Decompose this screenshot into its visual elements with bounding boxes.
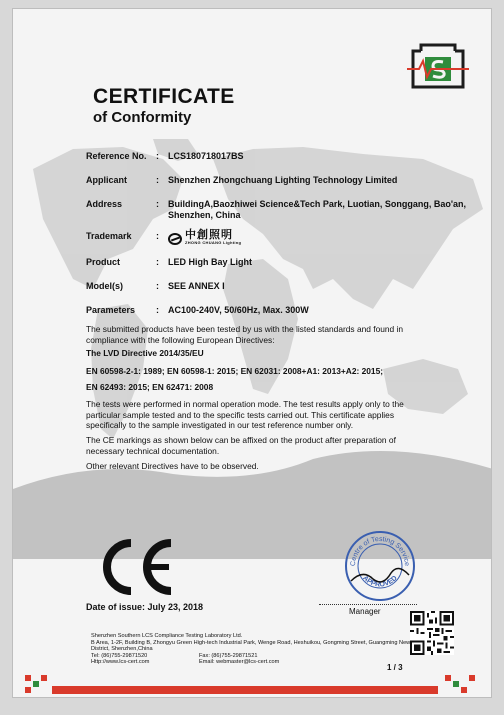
decor-square-red <box>469 675 475 681</box>
footer-email: Email: webmaster@lcs-cert.com <box>199 659 280 666</box>
intro-paragraph: The submitted products have been tested by us with the listed standards and found in compliance with the following European Directives: <box>86 324 404 345</box>
lcs-logo <box>407 41 469 93</box>
trademark-subtext: ZHONG CHUANG Lighting <box>185 240 242 245</box>
standards-line-1: EN 60598-2-1: 1989; EN 60598-1: 2015; EN 62031: 2008+A1: 2013+A2: 2015; <box>86 366 384 376</box>
certificate-page <box>12 8 492 698</box>
trademark-z-icon <box>168 233 182 245</box>
field-value: LCS180718017BS <box>168 151 244 161</box>
manager-label: Manager <box>349 607 381 616</box>
footer-website: Http://www.lcs-cert.com <box>91 659 150 666</box>
tests-paragraph: The tests were performed in normal operation mode. The test results apply only to the particular sample tested and to the specific tests carried out. This certificate applies specifically to the sample investigated in our test reference number only. <box>86 399 404 430</box>
field-models: Model(s) : SEE ANNEX I <box>86 281 476 292</box>
decor-square-red <box>25 675 31 681</box>
decor-square-red <box>41 675 47 681</box>
approval-stamp <box>343 529 417 603</box>
decor-square-red <box>25 687 31 693</box>
page-number: 1 / 3 <box>387 663 403 672</box>
footer-accent-bar <box>52 686 438 694</box>
field-value: SEE ANNEX I <box>168 281 225 291</box>
field-label: Product <box>86 257 121 267</box>
field-value: BuildingA,Baozhiwei Science&Tech Park, Luotian, Songgang, Bao'an, Shenzhen, China <box>168 199 467 220</box>
decor-square-red <box>445 675 451 681</box>
decor-square-green <box>33 681 39 687</box>
field-address: Address : BuildingA,Baozhiwei Science&Tech Park, Luotian, Songgang, Bao'an, Shenzhen, China <box>86 199 476 221</box>
standards-line-2: EN 62493: 2015; EN 62471: 2008 <box>86 382 214 392</box>
trademark-logo <box>168 231 241 247</box>
field-applicant: Applicant : Shenzhen Zhongchuang Lighting Technology Limited <box>86 175 476 186</box>
field-parameters: Parameters : AC100-240V, 50/60Hz, Max. 300W <box>86 305 476 316</box>
date-of-issue: Date of issue: July 23, 2018 <box>86 602 204 612</box>
footer-tel: Tel: (86)755-29871520 <box>91 652 148 659</box>
qr-code <box>410 611 454 655</box>
footer-lab-name: Shenzhen Southern LCS Compliance Testing Laboratory Ltd. <box>91 633 243 639</box>
decor-square-red <box>461 687 467 693</box>
field-reference-no: Reference No. : LCS180718017BS <box>86 151 476 162</box>
decor-square-green <box>453 681 459 687</box>
field-product: Product : LED High Bay Light <box>86 257 476 268</box>
field-label: Address <box>86 199 123 209</box>
footer-fax: Fax: (86)755-29871521 <box>199 652 258 659</box>
certificate-title: CERTIFICATE <box>93 85 235 108</box>
signature-line <box>319 604 417 605</box>
stamp-top-text: Centre of Testing Service <box>349 535 411 567</box>
lab-footer <box>91 633 411 666</box>
footer-address: B Area, 1-2F, Building B, Zhongyu Green High-tech Industrial Park, Wenge Road, Heshuikou, Gongming Street, Guangming New District, Shenzhen,China <box>91 639 411 653</box>
certificate-subtitle: of Conformity <box>93 109 192 126</box>
trademark-name: 中創照明 <box>185 229 233 241</box>
field-trademark: Trademark : 中創照明 ZHONG CHUANG Lighting <box>86 231 476 248</box>
field-label: Trademark <box>86 231 132 241</box>
field-label: Model(s) <box>86 281 123 291</box>
field-label: Applicant <box>86 175 128 185</box>
directive-heading: The LVD Directive 2014/35/EU <box>86 348 204 358</box>
field-value: LED High Bay Light <box>168 257 252 267</box>
field-value: AC100-240V, 50/60Hz, Max. 300W <box>168 305 309 315</box>
field-value: Shenzhen Zhongchuang Lighting Technology Limited <box>168 175 398 185</box>
other-directives-paragraph: Other relevant Directives have to be observed. <box>86 461 259 471</box>
field-label: Reference No. <box>86 151 147 161</box>
stamp-bottom-text: APPROVED <box>361 574 399 589</box>
ce-markings-paragraph: The CE markings as shown below can be affixed on the product after preparation of necessary technical documentation. <box>86 435 396 456</box>
ce-mark <box>97 537 177 597</box>
field-label: Parameters <box>86 305 136 315</box>
